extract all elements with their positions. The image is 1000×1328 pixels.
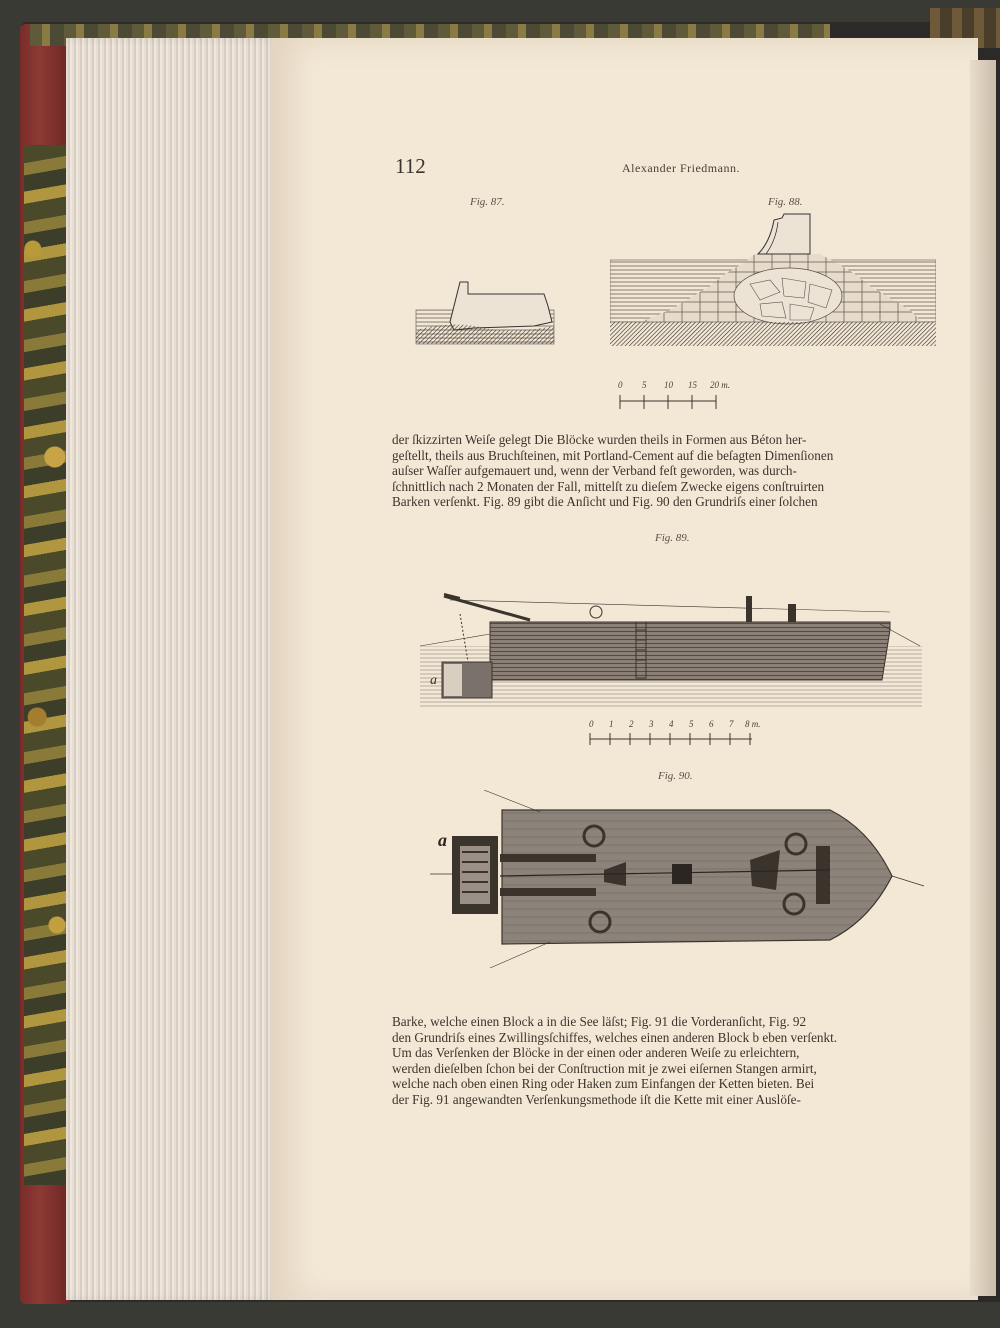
scale-tick-label: 20 m. [710,380,730,390]
text-line: auſser Waſſer aufgemauert und, wenn der Verband feſt geworden, was durch- [392,463,797,478]
scale-tick-label: 10 [664,380,673,390]
body-paragraph-2 [392,1014,962,1107]
fig88-caption: Fig. 88. [768,196,803,208]
fig88-scale-bar [618,393,722,413]
scale-tick-label: 3 [649,719,654,729]
fig88-illustration [610,212,936,348]
text-line: geſtellt, theils aus Bruchſteinen, mit Portland-Cement auf die beſagten Dimenſionen [392,447,834,463]
scale-tick-label: 15 [688,380,697,390]
scale-tick-label: 6 [709,719,714,729]
fig89-block-label: a [430,673,437,688]
scale-tick-label: 1 [609,719,614,729]
text-line: ſchnittlich nach 2 Monaten der Fall, mittelſt zu dieſem Zwecke eigens conſtruirten [392,478,825,494]
fig89-caption: Fig. 89. [655,532,690,544]
scale-tick-label: 8 m. [745,719,761,729]
fig87-caption: Fig. 87. [470,196,505,208]
scale-tick-label: 2 [629,719,634,729]
page-stack [66,38,278,1300]
fig87-illustration [414,276,556,346]
text-line: werden dieſelben ſchon bei der Conſtruction mit je zwei eiſernen Stangen armirt, [392,1060,817,1076]
scale-tick-label: 0 [589,719,594,729]
scale-tick-label: 0 [618,380,623,390]
text-line: der ſkizzirten Weiſe gelegt Die Blöcke wurden theils in Formen aus Béton her- [392,432,807,447]
scale-tick-label: 7 [729,719,734,729]
fig90-caption: Fig. 90. [658,770,693,782]
page-gutter-right [970,60,996,1296]
scale-tick-label: 4 [669,719,674,729]
body-paragraph-1 [392,432,962,510]
running-header: Alexander Friedmann. [622,161,740,175]
text-line: Barken verſenkt. Fig. 89 gibt die Anſicht und Fig. 90 den Grundriſs einer ſolchen [392,494,818,509]
text-line: der Fig. 91 angewandten Verſenkungsmethode iſt die Kette mit einer Auslöſe- [392,1091,801,1107]
page-number: 112 [395,154,426,178]
text-line: Barke, welche einen Block a in die See läſst; Fig. 91 die Vorderanſicht, Fig. 92 [392,1014,807,1029]
fig90-block-label: a [438,830,447,850]
text-line: Um das Verſenken der Blöcke in der einen oder anderen Weiſe zu erleichtern, [392,1045,800,1060]
fig90-illustration [430,790,930,980]
text-line: welche nach oben einen Ring oder Haken zum Einfangen der Ketten bieten. Bei [392,1076,815,1091]
scale-tick-label: 5 [642,380,647,390]
fig89-illustration [420,584,922,712]
fig89-scale-bar [588,730,758,748]
scale-tick-label: 5 [689,719,694,729]
marbled-cover [24,145,68,1185]
text-line: den Grundriſs eines Zwillingsſchiffes, welches einen anderen Block b eben verſenkt. [392,1029,838,1045]
